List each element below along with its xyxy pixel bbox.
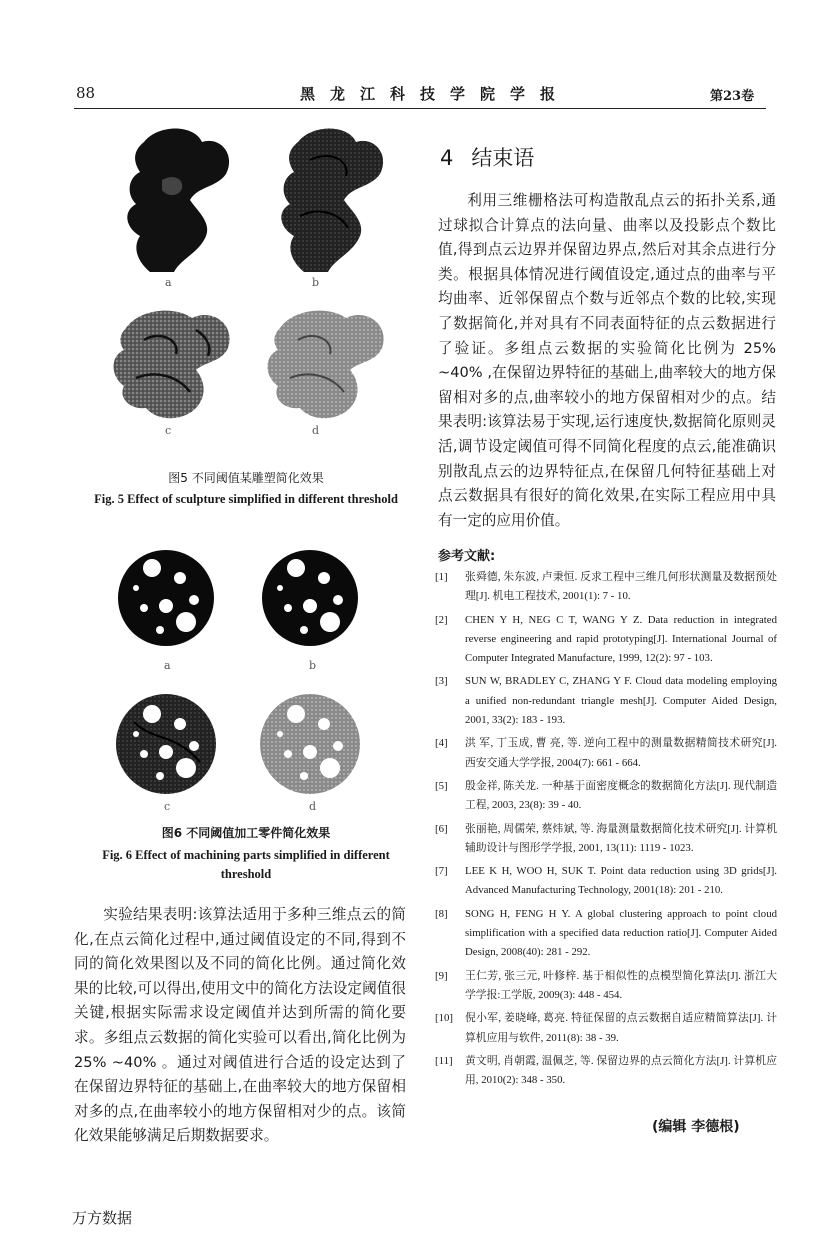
reference-item (435, 967, 777, 1006)
reference-text: CHEN Y H, NEG C T, WANG Y Z. Data reduction in integrated reverse engineering and rapid prototyping[J]. International Journal of Computer Integrated Manufacture, 1999, 12(2): 97 - 103. (465, 613, 777, 665)
reference-number: [1] (435, 571, 448, 583)
reference-text: 殷金祥, 陈关龙. 一种基于面密度概念的数据简化方法[J]. 现代制造工程, 2003, 23(8): 39 - 40. (465, 779, 777, 812)
conclusion-paragraph: 利用三维栅格法可构造散乱点云的拓扑关系,通过球拟合计算点的法向量、曲率以及投影点个数比值,得到点云边界并保留边界点,然后对其余点进行分类。根据具体情况进行阈值设定,通过点的曲率与平均曲率、近邻保留点个数与近邻点个数的比较,实现了数据简化,并对具有不同表面特征的点云数据进行了验证。多组点云数据的实验简化比例为 25% ~40% ,在保留边界特征的基础上,曲率较大的地方保留相对多的点,曲率较小的地方保留相对少的点。结果表明:该算法易于实现,运行速度快,数据简化原则灵活,调节设定阈值可得不同简化程度的点云,能准确识别散乱点云的边界特征点,在保留几何特征基础上对点云数据具有很好的简化效果,在实际工程应用中具有一定的应用价值。 (438, 192, 776, 529)
section-number: 4 (440, 146, 454, 170)
reference-number: [4] (435, 737, 448, 750)
fig6-sublabel-c: c (164, 800, 171, 813)
reference-item (435, 905, 777, 963)
reference-item (435, 1052, 777, 1091)
reference-item (435, 862, 777, 901)
reference-item (435, 568, 777, 607)
watermark-text: 万方数据 (72, 1209, 133, 1227)
reference-number: [6] (435, 822, 448, 835)
reference-text: SUN W, BRADLEY C, ZHANG Y F. Cloud data modeling employing a unified non-redundant triangle mesh[J]. Computer Aided Design, 2001, 33(2): 183 - 193. (465, 675, 777, 727)
fig5-sublabel-d: d (312, 424, 320, 437)
references-list (435, 568, 777, 1094)
fig6-sublabel-a: a (164, 659, 171, 672)
reference-text: 张丽艳, 周儒荣, 蔡炜斌, 等. 海量测量数据简化技术研究[J]. 计算机辅助设计与图形学学报, 2001, 13(11): 1119 - 1023. (465, 822, 777, 854)
reference-text: 张舜德, 朱东波, 卢秉恒. 反求工程中三维几何形状测量及数据预处理[J]. 机电工程技术, 2001(1): 7 - 10. (465, 571, 777, 603)
reference-text: 倪小军, 姜晓峰, 葛亮. 特征保留的点云数据自适应精简算法[J]. 计算机应用与软件, 2011(8): 38 - 39. (465, 1012, 777, 1044)
fig6-caption-zh: 图6 不同阈值加工零件简化效果 (161, 826, 331, 840)
fig6-panel-c (114, 692, 218, 796)
reference-text: SONG H, FENG H Y. A global clustering approach to point cloud simplification with a specified data reduction ratio[J]. Computer Aided Design, 2008(40): 281 - 292. (465, 907, 777, 959)
editor-note: (编辑 李德根) (652, 1119, 740, 1135)
reference-text: 黄文明, 肖朝霞, 温佩芝, 等. 保留边界的点云简化方法[J]. 计算机应用, 2010(2): 348 - 350. (465, 1054, 777, 1087)
fig5-sublabel-b: b (312, 276, 320, 289)
reference-number: [2] (435, 613, 448, 626)
section-4-heading (440, 142, 534, 172)
reference-item (435, 672, 777, 730)
reference-number: [8] (435, 907, 448, 920)
reference-item (435, 820, 777, 859)
reference-number: [10] (435, 1012, 453, 1025)
reference-item (435, 777, 777, 816)
section-title: 结束语 (471, 146, 535, 170)
fig5-panel-c (96, 300, 246, 425)
reference-number: [11] (435, 1054, 453, 1067)
reference-text: 洪 军, 丁玉成, 曹 亮, 等. 逆向工程中的测量数据精简技术研究[J]. 西安交通大学学报, 2004(7): 661 - 664. (465, 737, 777, 769)
fig5-panel-b (250, 120, 400, 280)
reference-item (435, 734, 777, 773)
references-heading: 参考文献: (438, 549, 496, 564)
fig5-sublabel-c: c (165, 424, 172, 437)
fig5-panel-a (96, 120, 246, 280)
fig5-caption-zh: 图5 不同阈值某雕塑简化效果 (168, 471, 324, 485)
fig6-caption-en: Fig. 6 Effect of machining parts simplified in different threshold (102, 848, 390, 881)
results-paragraph: 实验结果表明:该算法适用于多种三维点云的简化,在点云简化过程中,通过阈值设定的不同,得到不同的简化效果图以及不同的简化比例。通过简化效果的比较,可以得出,使用文中的简化方法设定阈值很关键,根据实际需求设定阈值并达到所需的简化要求。多组点云数据的简化实验可以看出,简化比例为 25% ~40% 。通过对阈值进行合适的设定达到了在保留边界特征的基础上,在曲率较大的地方保留相对多的点,在曲率较小的地方保留相对少的点。该简化效果能够满足后期数据要求。 (74, 906, 406, 1145)
fig6-sublabel-d: d (309, 800, 317, 813)
header-rule (74, 108, 766, 109)
fig6-panel-b (260, 548, 360, 648)
reference-text: LEE K H, WOO H, SUK T. Point data reduction using 3D grids[J]. Advanced Manufacturing Technology, 2001(18): 201 - 210. (465, 865, 777, 897)
reference-number: [3] (435, 675, 448, 688)
reference-number: [9] (435, 969, 448, 982)
journal-name: 黑龙江科技学院学报 (300, 85, 571, 103)
fig6-panel-a (116, 548, 216, 648)
page-number: 88 (76, 84, 96, 102)
fig6-panel-d (258, 692, 362, 796)
volume-label: 第23卷 (710, 89, 755, 104)
fig5-panel-d (250, 300, 400, 425)
reference-number: [7] (435, 865, 448, 878)
reference-number: [5] (435, 779, 448, 792)
reference-item (435, 611, 777, 669)
reference-item (435, 1009, 777, 1048)
fig6-sublabel-b: b (309, 659, 317, 672)
fig5-sublabel-a: a (165, 276, 172, 289)
fig5-caption-en: Fig. 5 Effect of sculpture simplified in different threshold (94, 492, 398, 506)
reference-text: 王仁芳, 张三元, 叶修梓. 基于相似性的点模型简化算法[J]. 浙江大学学报:工学版, 2009(3): 448 - 454. (465, 969, 777, 1001)
